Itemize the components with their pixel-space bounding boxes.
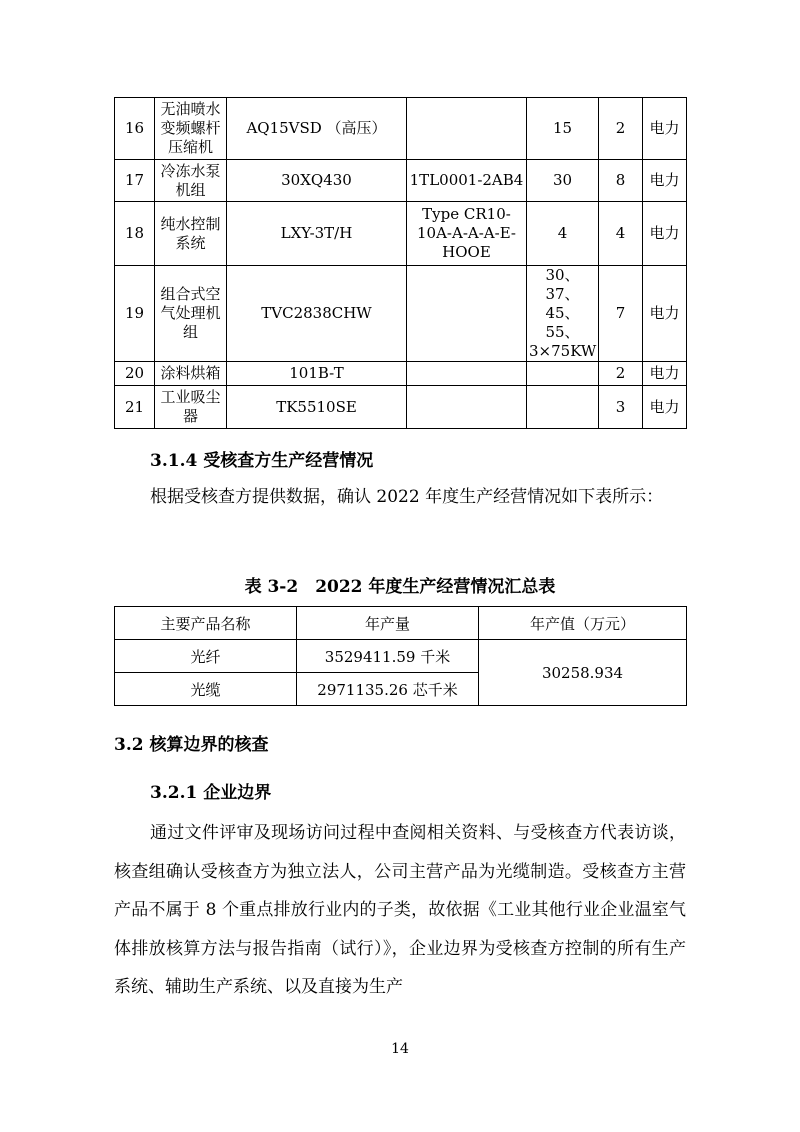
column-header: 主要产品名称 bbox=[115, 607, 297, 640]
table-row bbox=[115, 98, 687, 160]
row-number: 19 bbox=[115, 266, 155, 362]
equipment-energy: 电力 bbox=[643, 362, 687, 386]
table-row bbox=[115, 160, 687, 202]
equipment-model: 101B-T bbox=[227, 362, 407, 386]
equipment-spec bbox=[407, 386, 527, 429]
table-row bbox=[115, 386, 687, 429]
product-output: 2971135.26 芯千米 bbox=[297, 673, 479, 706]
equipment-name: 组合式空气处理机组 bbox=[155, 266, 227, 362]
equipment-power bbox=[527, 362, 599, 386]
equipment-energy: 电力 bbox=[643, 386, 687, 429]
equipment-model: TK5510SE bbox=[227, 386, 407, 429]
equipment-model: AQ15VSD （高压） bbox=[227, 98, 407, 160]
row-number: 17 bbox=[115, 160, 155, 202]
row-number: 21 bbox=[115, 386, 155, 429]
total-output-value: 30258.934 bbox=[479, 640, 687, 706]
section-heading-3-2: 3.2 核算边界的核查 bbox=[114, 735, 269, 755]
table-header-row bbox=[115, 607, 687, 640]
page-number: 14 bbox=[391, 1041, 409, 1057]
equipment-qty: 8 bbox=[599, 160, 643, 202]
equipment-power: 4 bbox=[527, 202, 599, 266]
table-row bbox=[115, 640, 687, 673]
equipment-energy: 电力 bbox=[643, 98, 687, 160]
section-paragraph: 通过文件评审及现场访问过程中查阅相关资料、与受核查方代表访谈，核查组确认受核查方为独立法人，公司主营产品为光缆制造。受核查方主营产品不属于 8 个重点排放行业内的子类，故依据《工业其他行业企业温室气体排放核算方法与报告指南（试行）》，企业边界为受核查方控制的所有生产系统、辅助生产系统、以及直接为生产 bbox=[114, 823, 686, 997]
table-row bbox=[115, 202, 687, 266]
equipment-model: TVC2838CHW bbox=[227, 266, 407, 362]
equipment-spec bbox=[407, 98, 527, 160]
equipment-power: 15 bbox=[527, 98, 599, 160]
equipment-qty: 7 bbox=[599, 266, 643, 362]
equipment-name: 冷冻水泵机组 bbox=[155, 160, 227, 202]
equipment-spec bbox=[407, 362, 527, 386]
equipment-power bbox=[527, 386, 599, 429]
table-caption: 表 3-2 2022 年度生产经营情况汇总表 bbox=[244, 577, 556, 597]
equipment-power: 30 bbox=[527, 160, 599, 202]
row-number: 16 bbox=[115, 98, 155, 160]
equipment-name: 无油喷水变频螺杆压缩机 bbox=[155, 98, 227, 160]
equipment-qty: 3 bbox=[599, 386, 643, 429]
row-number: 20 bbox=[115, 362, 155, 386]
equipment-energy: 电力 bbox=[643, 202, 687, 266]
product-name: 光纤 bbox=[115, 640, 297, 673]
table-row bbox=[115, 266, 687, 362]
equipment-name: 工业吸尘器 bbox=[155, 386, 227, 429]
section-heading-3-1-4: 3.1.4 受核查方生产经营情况 bbox=[150, 451, 374, 471]
section-paragraph: 根据受核查方提供数据，确认 2022 年度生产经营情况如下表所示： bbox=[150, 487, 664, 507]
equipment-model: LXY-3T/H bbox=[227, 202, 407, 266]
production-summary-table bbox=[114, 606, 687, 706]
equipment-energy: 电力 bbox=[643, 266, 687, 362]
row-number: 18 bbox=[115, 202, 155, 266]
equipment-qty: 2 bbox=[599, 362, 643, 386]
table-row bbox=[115, 362, 687, 386]
equipment-energy: 电力 bbox=[643, 160, 687, 202]
equipment-name: 纯水控制系统 bbox=[155, 202, 227, 266]
equipment-qty: 2 bbox=[599, 98, 643, 160]
equipment-power: 30、37、45、55、3×75KW bbox=[527, 266, 599, 362]
equipment-spec: Type CR10-10A-A-A-A-E-HOOE bbox=[407, 202, 527, 266]
column-header: 年产值（万元） bbox=[479, 607, 687, 640]
equipment-table bbox=[114, 97, 687, 429]
equipment-spec: 1TL0001-2AB4 bbox=[407, 160, 527, 202]
section-heading-3-2-1: 3.2.1 企业边界 bbox=[150, 783, 272, 803]
equipment-name: 涂料烘箱 bbox=[155, 362, 227, 386]
equipment-model: 30XQ430 bbox=[227, 160, 407, 202]
product-name: 光缆 bbox=[115, 673, 297, 706]
equipment-qty: 4 bbox=[599, 202, 643, 266]
equipment-spec bbox=[407, 266, 527, 362]
column-header: 年产量 bbox=[297, 607, 479, 640]
product-output: 3529411.59 千米 bbox=[297, 640, 479, 673]
